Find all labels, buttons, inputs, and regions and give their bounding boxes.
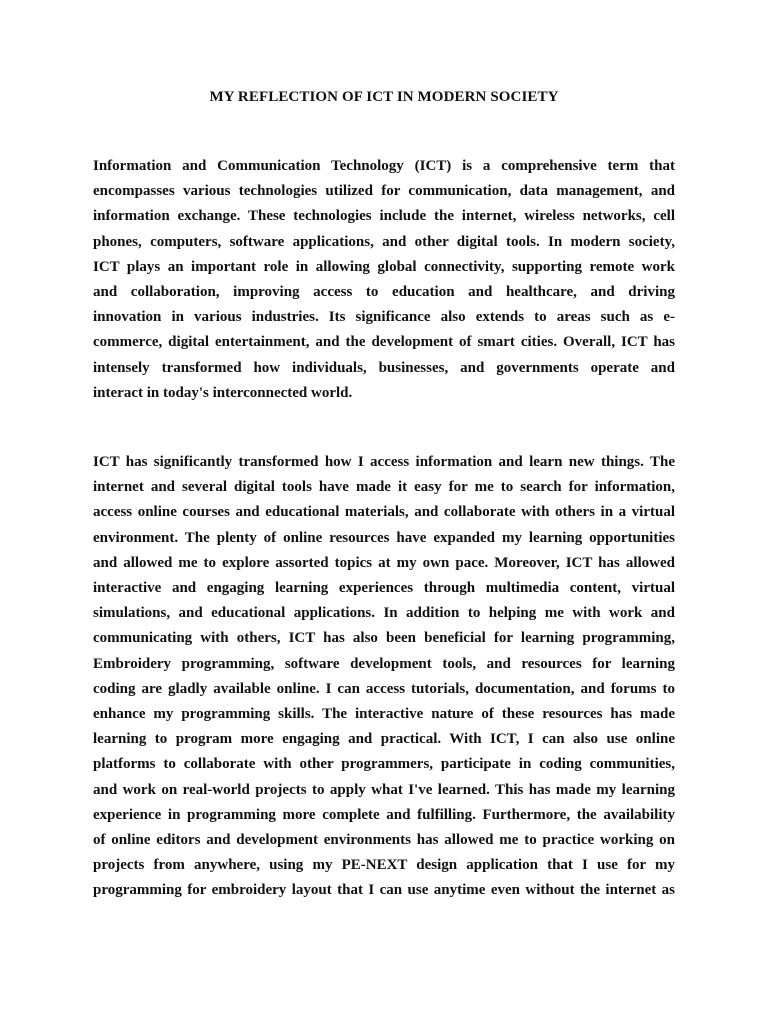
paragraph-line: programming for embroidery layout that I can use anytime even without the internet as xyxy=(93,882,675,899)
paragraph-line: Information and Communication Technology (ICT) is a comprehensive term that xyxy=(93,158,675,174)
paragraph-line: interactive and engaging learning experiences through multimedia content, virtual xyxy=(93,580,675,597)
paragraph-line: projects from anywhere, using my PE-NEXT design application that I use for my xyxy=(93,857,675,874)
paragraph-line: Embroidery programming, software development tools, and resources for learning xyxy=(93,655,675,672)
paragraph-line: innovation in various industries. Its significance also extends to areas such as e- xyxy=(93,309,675,326)
paragraph-line: platforms to collaborate with other programmers, participate in coding communities, xyxy=(93,756,675,773)
paragraph-line: learning to program more engaging and practical. With ICT, I can also use online xyxy=(93,731,675,748)
paragraph-ict-learning xyxy=(93,450,675,904)
paragraph-line: information exchange. These technologies include the internet, wireless networks, cell xyxy=(93,208,675,225)
paragraph-line: and allowed me to explore assorted topics at my own pace. Moreover, ICT has allowed xyxy=(93,554,675,571)
paragraph-line: internet and several digital tools have made it easy for me to search for information, xyxy=(93,479,675,496)
paragraph-line: experience in programming more complete and fulfilling. Furthermore, the availability xyxy=(93,806,675,823)
paragraph-line: commerce, digital entertainment, and the development of smart cities. Overall, ICT has xyxy=(93,334,675,351)
paragraph-line: of online editors and development environments has allowed me to practice working on xyxy=(93,832,675,849)
paragraph-line: coding are gladly available online. I can access tutorials, documentation, and forums to xyxy=(93,680,675,697)
paragraph-line: access online courses and educational materials, and collaborate with others in a virtual xyxy=(93,504,675,521)
paragraph-line: interact in today's interconnected world. xyxy=(93,384,353,401)
paragraph-line: simulations, and educational applications. In addition to helping me with work and xyxy=(93,605,675,622)
paragraph-line: communicating with others, ICT has also been beneficial for learning programming, xyxy=(93,630,675,647)
paragraph-line: encompasses various technologies utilized for communication, data management, and xyxy=(93,183,675,200)
paragraph-line: and work on real-world projects to apply what I've learned. This has made my learning xyxy=(93,781,675,798)
paragraph-line: phones, computers, software applications, and other digital tools. In modern society, xyxy=(93,233,675,250)
paragraph-line: and collaboration, improving access to education and healthcare, and driving xyxy=(93,284,675,301)
paragraph-line: enhance my programming skills. The interactive nature of these resources has made xyxy=(93,706,675,723)
paragraph-line: environment. The plenty of online resources have expanded my learning opportunities xyxy=(93,529,675,546)
paragraph-line: intensely transformed how individuals, businesses, and governments operate and xyxy=(93,359,675,376)
paragraph-ict-overview xyxy=(93,154,675,406)
paragraph-line: ICT has significantly transformed how I access information and learn new things. The xyxy=(93,454,675,470)
document-title: MY REFLECTION OF ICT IN MODERN SOCIETY xyxy=(209,89,559,105)
paragraph-line: ICT plays an important role in allowing global connectivity, supporting remote work xyxy=(93,258,675,275)
